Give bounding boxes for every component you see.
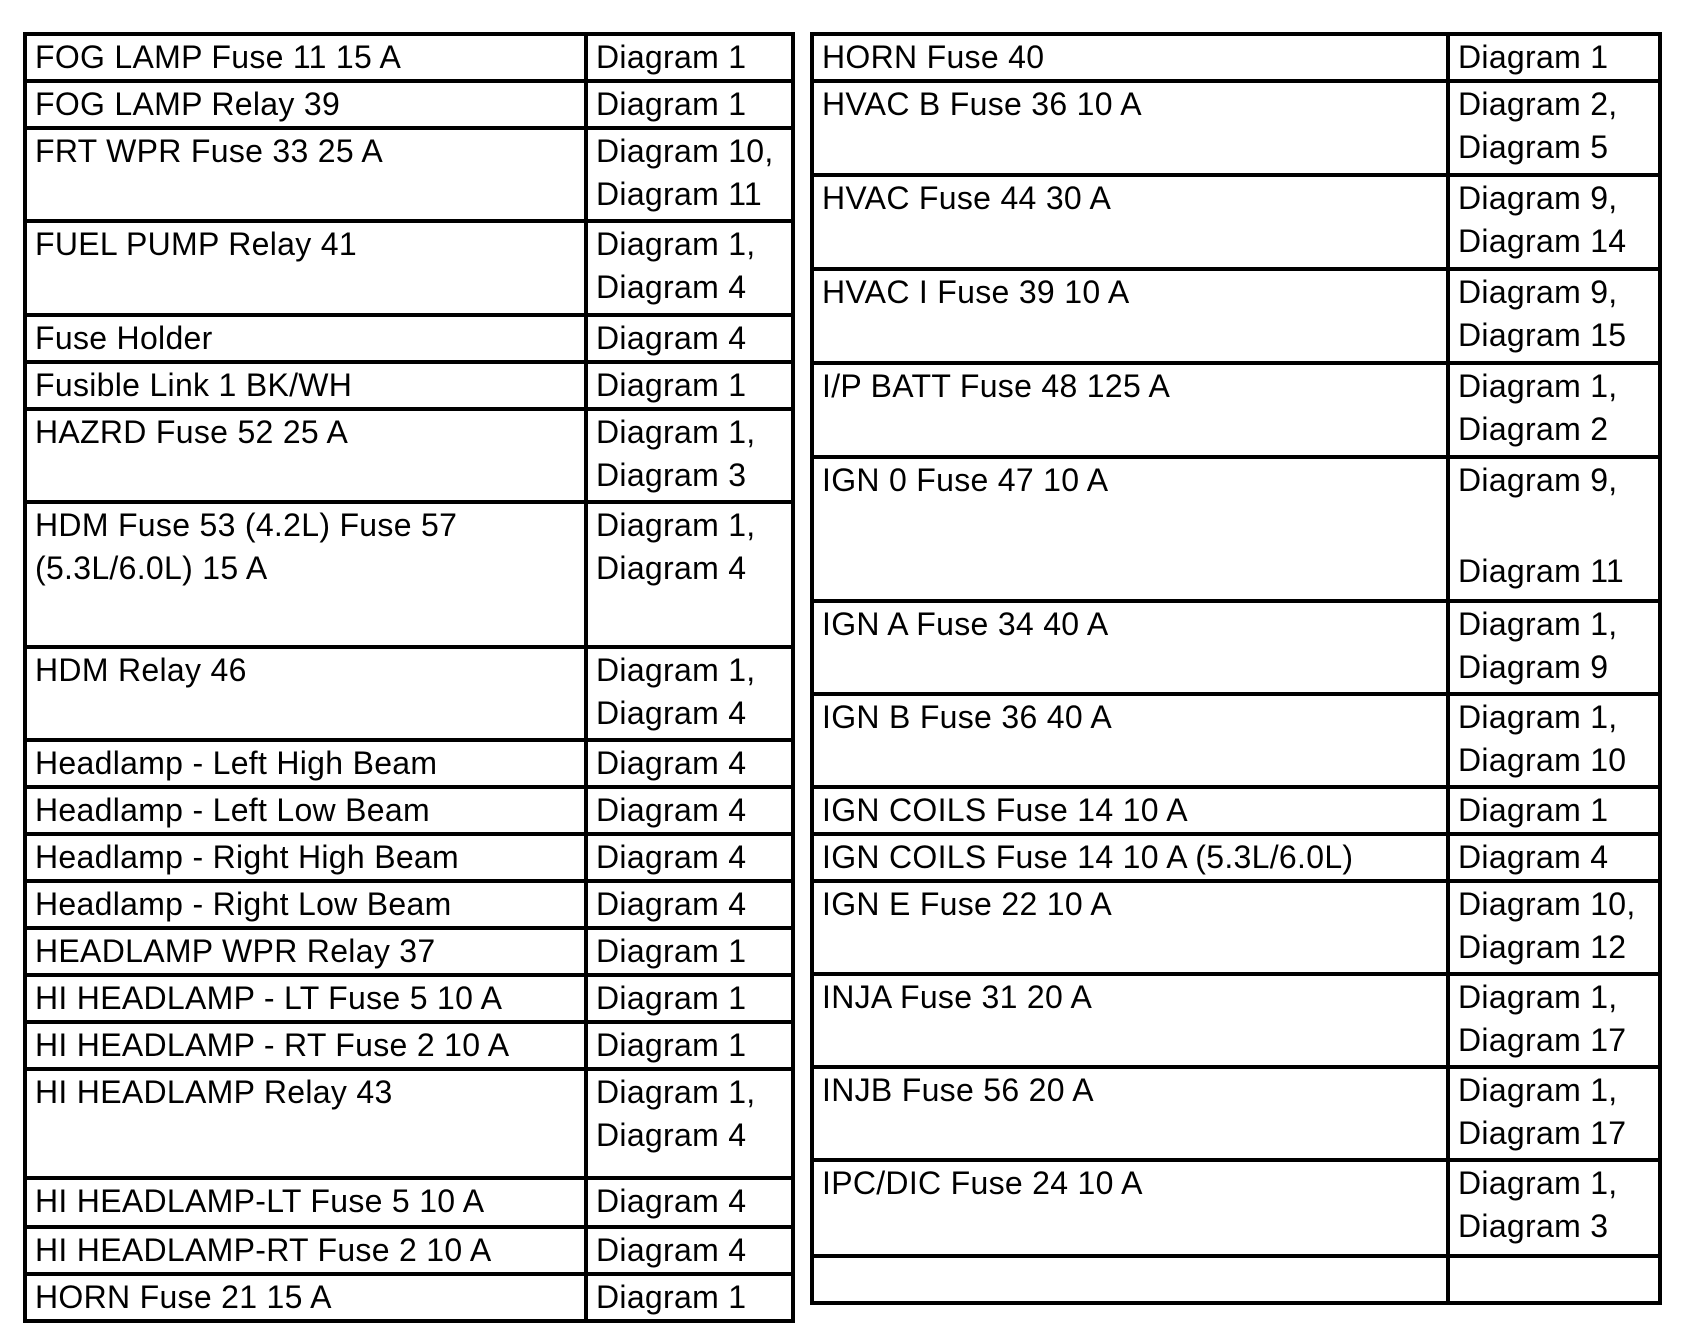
diagram-ref: Diagram 1: [1458, 39, 1609, 75]
table-row: [812, 457, 1660, 601]
diagram-ref: Diagram 3: [1458, 1208, 1609, 1244]
table-row: [25, 502, 793, 647]
diagram-refs-cell: [586, 34, 793, 81]
table-row: [812, 269, 1660, 363]
diagram-ref: Diagram 17: [1458, 1115, 1627, 1151]
component-cell: IPC/DIC Fuse 24 10 A: [812, 1160, 1448, 1256]
diagram-ref: Diagram 4: [596, 550, 747, 586]
diagram-ref: Diagram 4: [596, 1183, 747, 1219]
component-cell: HI HEADLAMP-LT Fuse 5 10 A: [25, 1178, 586, 1227]
component-cell: Headlamp - Right High Beam: [25, 834, 586, 881]
component-cell: Headlamp - Left Low Beam: [25, 787, 586, 834]
left-fuse-table: [23, 32, 795, 1323]
table-row: [25, 221, 793, 315]
diagram-refs-cell: [586, 647, 793, 740]
component-cell: I/P BATT Fuse 48 125 A: [812, 363, 1448, 457]
diagram-ref: Diagram 9: [1458, 649, 1609, 685]
component-cell: FOG LAMP Fuse 11 15 A: [25, 34, 586, 81]
table-row: [25, 881, 793, 928]
diagram-refs-cell: [586, 128, 793, 221]
diagram-ref: Diagram 1: [596, 933, 747, 969]
component-cell: IGN COILS Fuse 14 10 A: [812, 787, 1448, 834]
diagram-ref: Diagram 3: [596, 457, 747, 493]
diagram-ref: Diagram 1: [596, 1279, 747, 1315]
diagram-ref: Diagram 1,: [596, 414, 756, 450]
diagram-refs-cell: [586, 502, 793, 647]
diagram-refs-cell: [586, 1069, 793, 1178]
component-cell: HVAC Fuse 44 30 A: [812, 175, 1448, 269]
table-row: [812, 34, 1660, 81]
diagram-ref: Diagram 14: [1458, 223, 1627, 259]
diagram-refs-cell: [586, 1274, 793, 1321]
diagram-refs-cell: [1448, 81, 1660, 175]
diagram-refs-cell: [586, 362, 793, 409]
diagram-refs-cell: [586, 315, 793, 362]
diagram-ref: Diagram 11: [596, 176, 763, 212]
diagram-ref: Diagram 1,: [596, 226, 756, 262]
diagram-refs-cell: [586, 1022, 793, 1069]
table-row: [25, 975, 793, 1022]
table-row: [25, 1069, 793, 1178]
diagram-refs-cell: [1448, 834, 1660, 881]
diagram-refs-cell: [1448, 175, 1660, 269]
diagram-refs-cell: [1448, 1067, 1660, 1160]
diagram-ref: Diagram 10,: [596, 133, 774, 169]
diagram-ref: Diagram 2,: [1458, 86, 1618, 122]
table-row: [25, 128, 793, 221]
diagram-ref: Diagram 1,: [1458, 368, 1618, 404]
table-row: [25, 740, 793, 787]
component-cell: Fuse Holder: [25, 315, 586, 362]
diagram-ref: Diagram 12: [1458, 929, 1627, 965]
diagram-ref: Diagram 4: [596, 792, 747, 828]
diagram-ref: Diagram 1,: [596, 652, 756, 688]
diagram-ref: Diagram 1,: [1458, 699, 1618, 735]
diagram-ref: Diagram 4: [596, 886, 747, 922]
component-cell: HI HEADLAMP - RT Fuse 2 10 A: [25, 1022, 586, 1069]
table-row: [25, 787, 793, 834]
right-fuse-table-body: [812, 34, 1660, 1303]
diagram-ref: Diagram 1,: [1458, 1165, 1618, 1201]
diagram-refs-cell: [1448, 974, 1660, 1067]
diagram-refs-cell: [586, 834, 793, 881]
component-cell: IGN 0 Fuse 47 10 A: [812, 457, 1448, 601]
diagram-refs-cell: [586, 1178, 793, 1227]
right-fuse-table: [810, 32, 1662, 1305]
diagram-ref: Diagram 15: [1458, 317, 1627, 353]
diagram-refs-cell: [1448, 34, 1660, 81]
diagram-ref: Diagram 4: [596, 320, 747, 356]
diagram-ref: Diagram 1,: [596, 507, 756, 543]
table-row: [812, 601, 1660, 694]
diagram-refs-cell: [1448, 457, 1660, 601]
component-cell: IGN COILS Fuse 14 10 A (5.3L/6.0L): [812, 834, 1448, 881]
table-row: [25, 647, 793, 740]
diagram-ref: Diagram 4: [596, 745, 747, 781]
component-cell: HI HEADLAMP - LT Fuse 5 10 A: [25, 975, 586, 1022]
table-row: [25, 315, 793, 362]
tables-container: [23, 32, 1662, 1323]
table-row: [25, 1274, 793, 1321]
table-row: [812, 363, 1660, 457]
diagram-ref: Diagram 1: [1458, 792, 1609, 828]
component-cell: HDM Relay 46: [25, 647, 586, 740]
diagram-refs-cell: [586, 975, 793, 1022]
table-row: [812, 694, 1660, 787]
table-row: [812, 834, 1660, 881]
table-row: [812, 1256, 1660, 1303]
diagram-ref: Diagram 9,: [1458, 180, 1618, 216]
diagram-ref: Diagram 4: [596, 269, 747, 305]
diagram-ref: Diagram 1,: [596, 1074, 756, 1110]
component-cell: IGN E Fuse 22 10 A: [812, 881, 1448, 974]
component-cell: FRT WPR Fuse 33 25 A: [25, 128, 586, 221]
component-cell: HI HEADLAMP Relay 43: [25, 1069, 586, 1178]
diagram-ref: Diagram 1,: [1458, 1072, 1618, 1108]
diagram-refs-cell: [586, 81, 793, 128]
diagram-ref: Diagram 1: [596, 1027, 747, 1063]
diagram-ref: Diagram 10,: [1458, 886, 1636, 922]
component-cell: FOG LAMP Relay 39: [25, 81, 586, 128]
table-row: [25, 1022, 793, 1069]
component-cell: [812, 1256, 1448, 1303]
diagram-ref: Diagram 9,: [1458, 462, 1618, 498]
diagram-ref: Diagram 1: [596, 86, 747, 122]
component-cell: HDM Fuse 53 (4.2L) Fuse 57 (5.3L/6.0L) 15 A: [25, 502, 586, 647]
component-cell: Fusible Link 1 BK/WH: [25, 362, 586, 409]
diagram-refs-cell: [586, 409, 793, 502]
component-cell: HORN Fuse 40: [812, 34, 1448, 81]
diagram-refs-cell: [1448, 269, 1660, 363]
table-row: [25, 928, 793, 975]
table-row: [812, 974, 1660, 1067]
diagram-ref: Diagram 4: [596, 839, 747, 875]
diagram-ref: Diagram 4: [596, 1117, 747, 1153]
diagram-refs-cell: [1448, 694, 1660, 787]
diagram-ref: Diagram 4: [596, 1232, 747, 1268]
diagram-ref: Diagram 1: [596, 980, 747, 1016]
component-cell: IGN A Fuse 34 40 A: [812, 601, 1448, 694]
diagram-refs-spread: [1458, 459, 1652, 593]
component-cell: INJA Fuse 31 20 A: [812, 974, 1448, 1067]
table-row: [25, 1178, 793, 1227]
component-cell: Headlamp - Left High Beam: [25, 740, 586, 787]
diagram-ref: Diagram 2: [1458, 411, 1609, 447]
diagram-refs-cell: [1448, 363, 1660, 457]
diagram-ref: Diagram 11: [1458, 553, 1625, 589]
component-cell: HVAC I Fuse 39 10 A: [812, 269, 1448, 363]
table-row: [25, 362, 793, 409]
table-row: [812, 787, 1660, 834]
table-row: [812, 1160, 1660, 1256]
diagram-refs-cell: [1448, 881, 1660, 974]
diagram-refs-cell: [1448, 601, 1660, 694]
component-cell: HAZRD Fuse 52 25 A: [25, 409, 586, 502]
diagram-refs-cell: [586, 740, 793, 787]
component-cell: FUEL PUMP Relay 41: [25, 221, 586, 315]
table-row: [25, 81, 793, 128]
component-cell: HORN Fuse 21 15 A: [25, 1274, 586, 1321]
diagram-refs-cell: [586, 881, 793, 928]
table-row: [25, 34, 793, 81]
table-row: [812, 81, 1660, 175]
diagram-ref: Diagram 17: [1458, 1022, 1627, 1058]
table-row: [812, 1067, 1660, 1160]
diagram-ref: Diagram 4: [596, 695, 747, 731]
diagram-ref: Diagram 9,: [1458, 274, 1618, 310]
diagram-ref: Diagram 5: [1458, 129, 1609, 165]
diagram-refs-cell: [586, 221, 793, 315]
diagram-refs-cell: [1448, 1256, 1660, 1303]
diagram-refs-cell: [586, 787, 793, 834]
table-row: [812, 881, 1660, 974]
table-row: [25, 834, 793, 881]
diagram-ref: Diagram 1,: [1458, 979, 1618, 1015]
diagram-ref: Diagram 1,: [1458, 606, 1618, 642]
component-cell: HI HEADLAMP-RT Fuse 2 10 A: [25, 1227, 586, 1274]
diagram-refs-cell: [1448, 1160, 1660, 1256]
diagram-ref: Diagram 10: [1458, 742, 1627, 778]
diagram-ref: Diagram 1: [596, 39, 747, 75]
component-cell: INJB Fuse 56 20 A: [812, 1067, 1448, 1160]
diagram-ref: Diagram 4: [1458, 839, 1609, 875]
diagram-refs-cell: [586, 928, 793, 975]
component-cell: IGN B Fuse 36 40 A: [812, 694, 1448, 787]
component-cell: HEADLAMP WPR Relay 37: [25, 928, 586, 975]
left-fuse-table-body: [25, 34, 793, 1321]
table-row: [25, 1227, 793, 1274]
component-cell: HVAC B Fuse 36 10 A: [812, 81, 1448, 175]
table-row: [812, 175, 1660, 269]
diagram-ref: Diagram 1: [596, 367, 747, 403]
table-row: [25, 409, 793, 502]
component-cell: Headlamp - Right Low Beam: [25, 881, 586, 928]
diagram-refs-cell: [586, 1227, 793, 1274]
diagram-refs-cell: [1448, 787, 1660, 834]
